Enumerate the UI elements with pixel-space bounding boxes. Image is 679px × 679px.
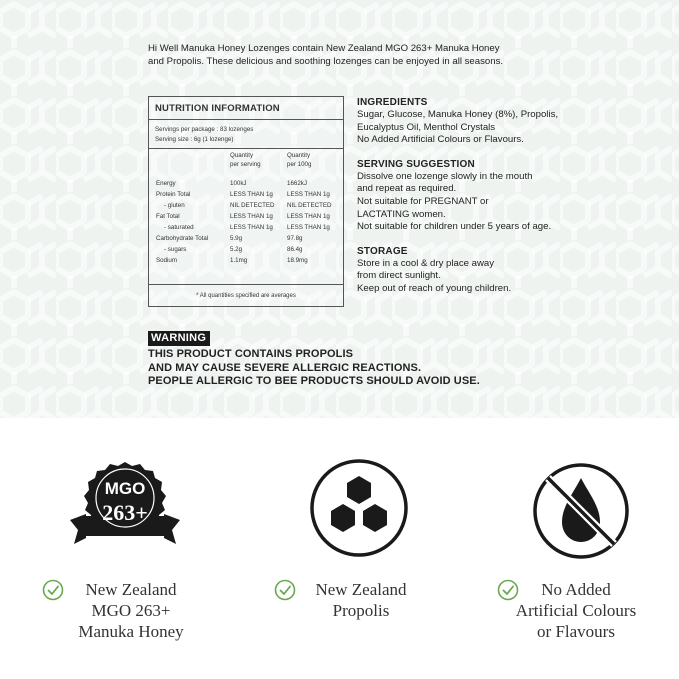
- warning-line: PEOPLE ALLERGIC TO BEE PRODUCTS SHOULD AVOID USE.: [148, 375, 480, 387]
- ingredients-title: INGREDIENTS: [357, 97, 428, 108]
- storage-line: from direct sunlight.: [357, 270, 441, 282]
- nutrition-header-row: [149, 149, 343, 169]
- mgo-seal-top-text: MGO: [104, 479, 146, 498]
- mgo-seal-icon: [64, 458, 186, 560]
- warning-block: [148, 328, 568, 389]
- warning-text: [148, 348, 568, 389]
- table-row: Energy 100kJ 1662kJ: [156, 180, 307, 187]
- nutrition-panel: [148, 96, 344, 307]
- storage-line: Store in a cool & dry place away: [357, 257, 495, 269]
- serving-suggestion-title: SERVING SUGGESTION: [357, 158, 475, 170]
- no-drop-icon: [530, 460, 632, 562]
- ingredients-line: Sugar, Glucose, Manuka Honey (8%), Propolis,: [357, 109, 559, 120]
- serving-line: and repeat as required.: [357, 183, 457, 195]
- intro-line-1: Hi Well Manuka Honey Lozenges contain New Zealand MGO 263+ Manuka Honey: [148, 43, 500, 54]
- ingredients-line: No Added Artificial Colours or Flavours.: [357, 134, 524, 146]
- serving-suggestion-section: [357, 159, 587, 234]
- product-details: [357, 97, 587, 308]
- mgo-seal-bottom-text: 263+: [102, 500, 148, 525]
- features-section: [0, 418, 679, 679]
- intro-text: [148, 42, 548, 68]
- feature-label-propolis: New Zealand Propolis: [315, 580, 407, 620]
- warning-line: AND MAY CAUSE SEVERE ALLERGIC REACTIONS.: [148, 361, 422, 374]
- nutrition-footnote: * All quantities specified are averages: [149, 284, 343, 306]
- table-row: Fat Total LESS THAN 1g LESS THAN 1g: [156, 213, 330, 220]
- warning-badge: WARNING: [148, 331, 210, 346]
- serving-line: LACTATING women.: [357, 208, 446, 220]
- ingredients-section: [357, 97, 587, 147]
- table-row: - saturated LESS THAN 1g LESS THAN 1g: [164, 224, 330, 231]
- warning-line: THIS PRODUCT CONTAINS PROPOLIS: [148, 348, 354, 360]
- column-header-100g: Quantity per 100g: [287, 152, 312, 168]
- storage-title: STORAGE: [357, 245, 408, 257]
- table-row: Carbohydrate Total 5.9g 97.8g: [156, 235, 303, 242]
- servings-per-package: Servings per package : 83 lozenges: [155, 126, 254, 133]
- serving-size: Serving size : 6g (1 lozenge): [155, 136, 234, 143]
- ingredients-line: Eucalyptus Oil, Menthol Crystals: [357, 121, 496, 133]
- serving-line: Not suitable for children under 5 years of age.: [357, 221, 552, 233]
- intro-line-2: and Propolis. These delicious and soothing lozenges can be enjoyed in all seasons.: [148, 56, 504, 67]
- honeycomb-icon: [307, 456, 411, 560]
- serving-line: Dissolve one lozenge slowly in the mouth: [357, 170, 533, 182]
- column-header-serving: Quantity per serving: [230, 152, 261, 168]
- table-row: Protein Total LESS THAN 1g LESS THAN 1g: [156, 191, 330, 198]
- feature-label-mgo: New Zealand MGO 263+ Manuka Honey: [78, 580, 184, 641]
- feature-label-no-additives: No Added Artificial Colours or Flavours: [515, 580, 637, 641]
- nutrition-title: NUTRITION INFORMATION: [149, 97, 343, 120]
- serving-line: Not suitable for PREGNANT or: [357, 195, 489, 207]
- nutrition-table: [149, 149, 343, 266]
- table-row: Sodium 1.1mg 18.9mg: [156, 257, 308, 264]
- storage-line: Keep out of reach of young children.: [357, 282, 512, 294]
- table-row: - gluten NIL DETECTED NIL DETECTED: [164, 202, 332, 209]
- serving-info: [149, 120, 343, 149]
- storage-section: [357, 246, 587, 296]
- table-row: - sugars 5.2g 86.4g: [164, 246, 303, 253]
